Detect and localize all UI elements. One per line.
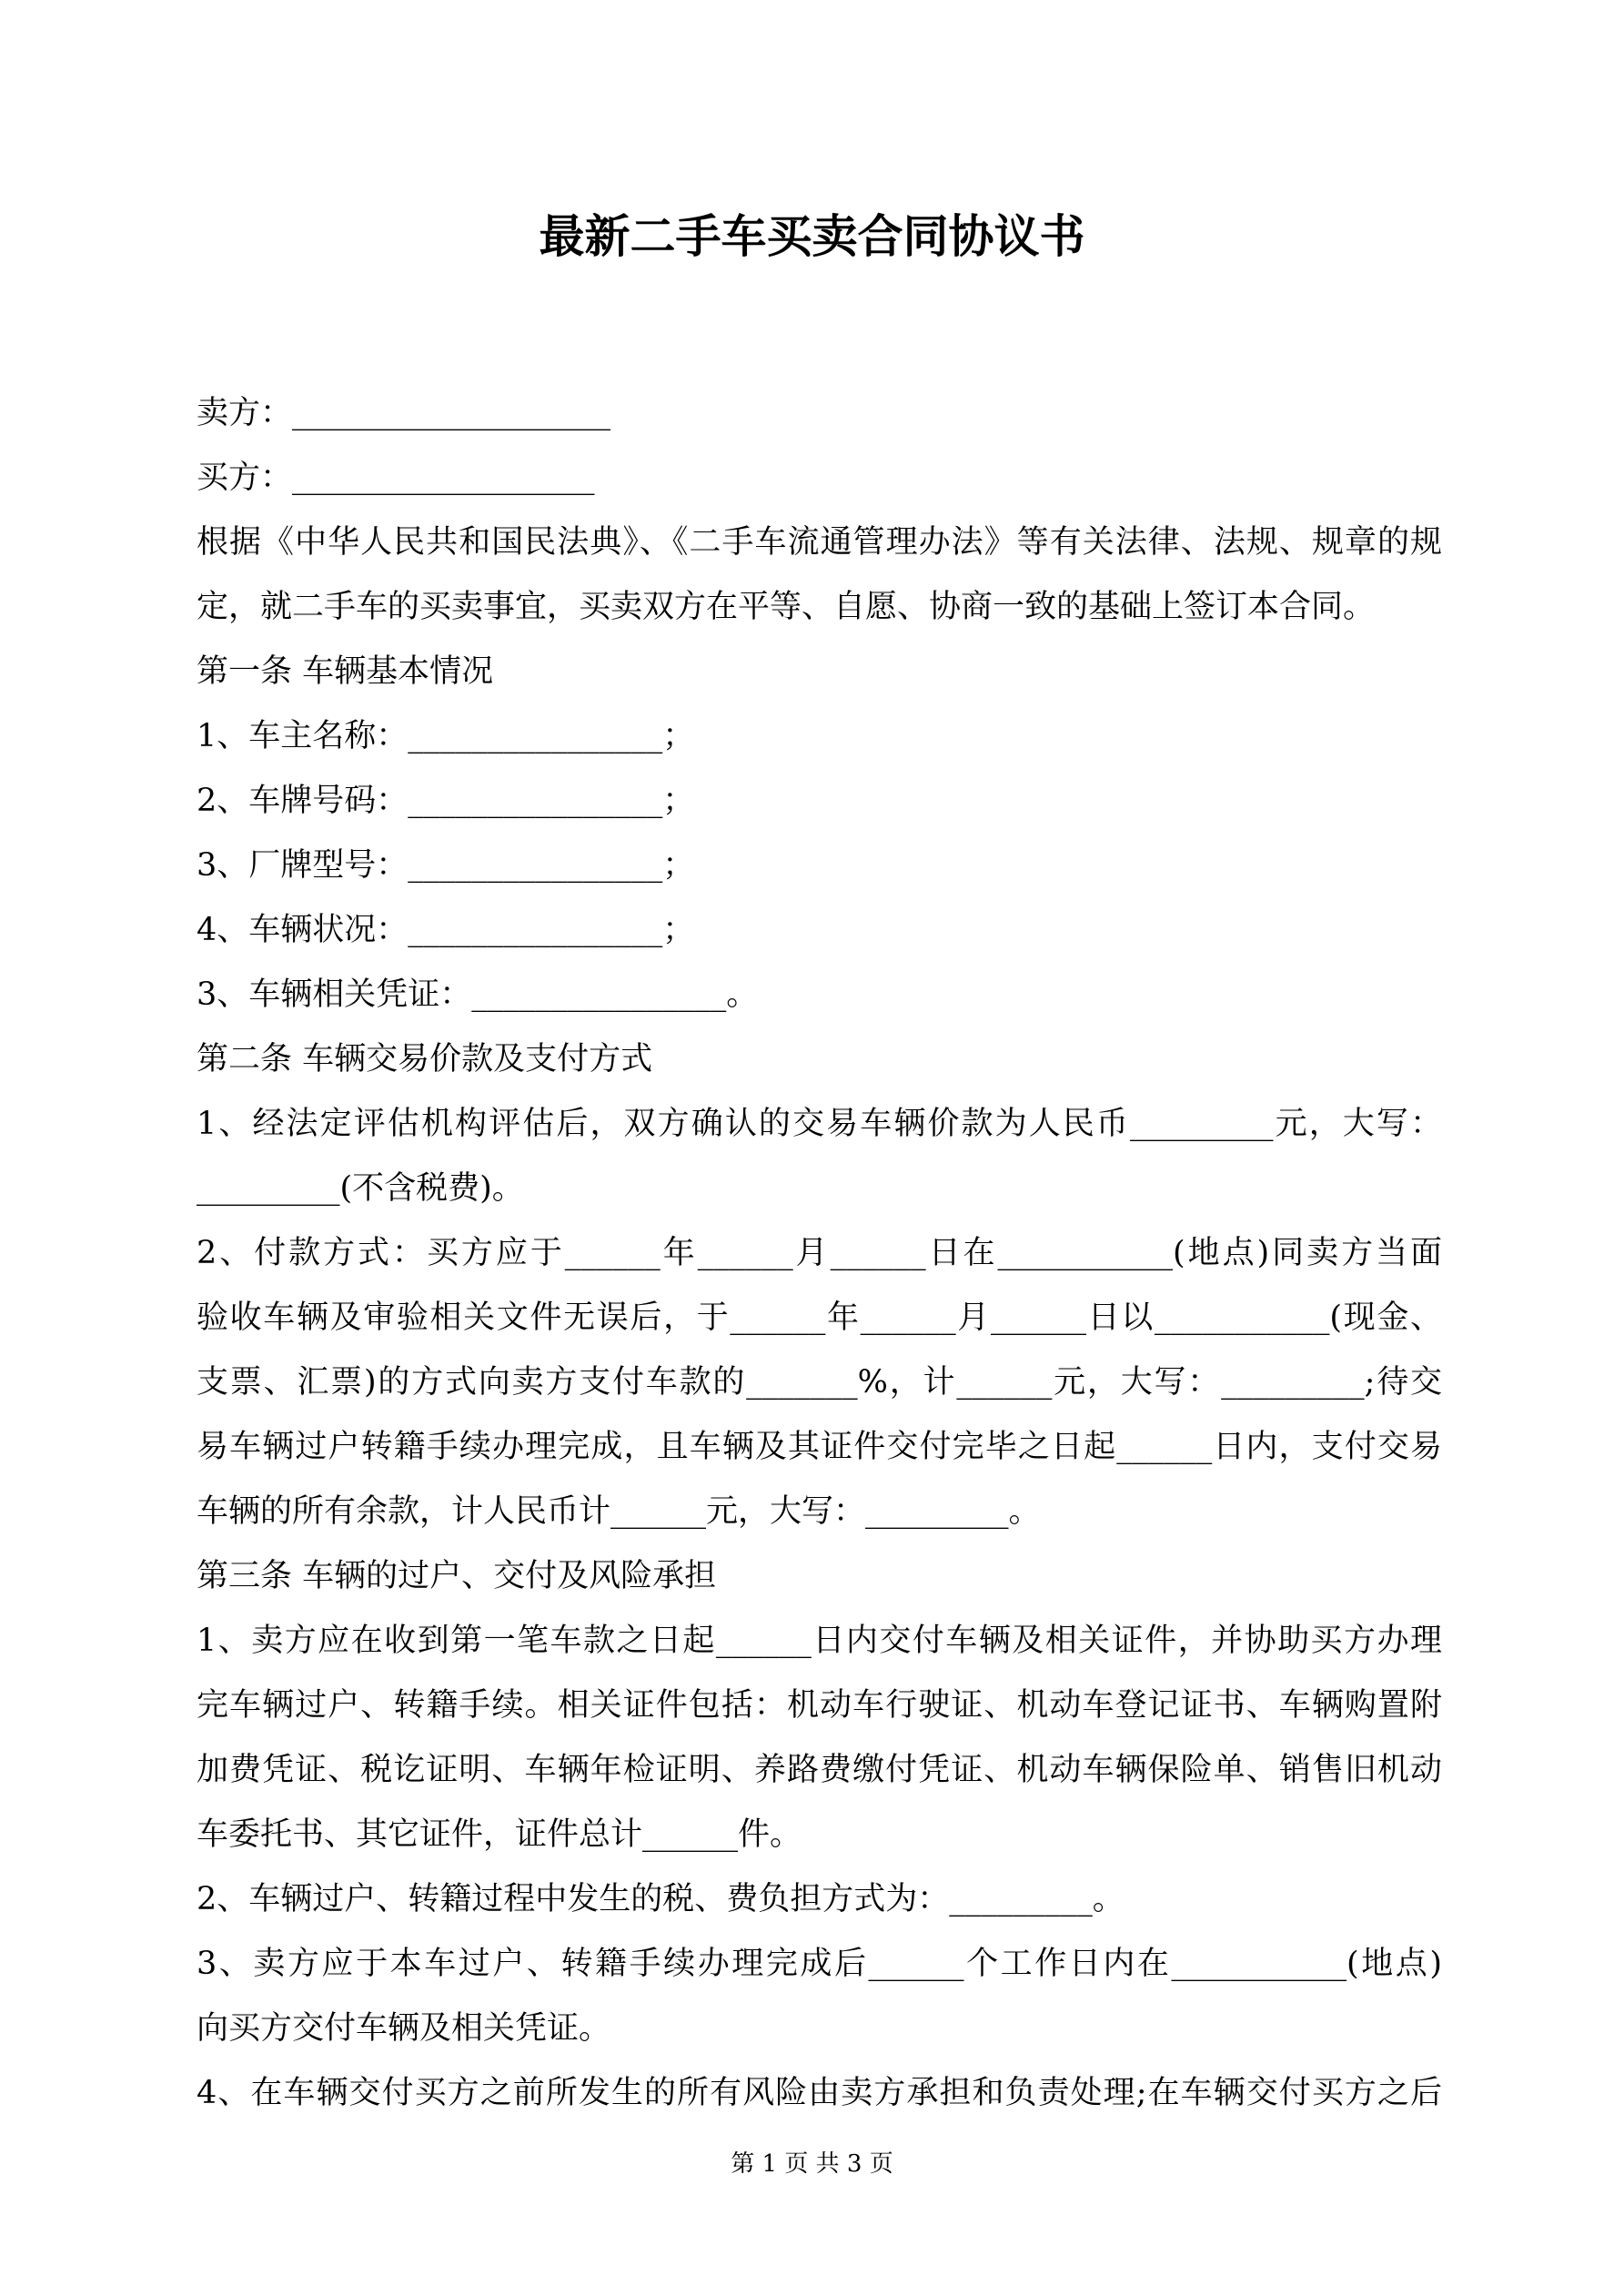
text-line: 定，就二手车的买卖事宜，买卖双方在平等、自愿、协商一致的基础上签订本合同。 <box>197 589 1376 625</box>
text-line: 1、车主名称：________________； <box>197 718 695 754</box>
text-line: 完车辆过户、转籍手续。相关证件包括：机动车行驶证、机动车登记证书、车辆购置附 <box>197 1687 1442 1724</box>
text-line: 3、卖方应于本车过户、转籍手续办理完成后______个工作日内在___________(地点) <box>197 1946 1442 1982</box>
text-line: 第三条 车辆的过户、交付及风险承担 <box>197 1558 717 1594</box>
text-line: 4、在车辆交付买方之前所发生的所有风险由卖方承担和负责处理;在车辆交付买方之后 <box>197 2075 1442 2111</box>
text-line: 车辆的所有余款，计人民币计______元，大写：_________。 <box>197 1493 1041 1530</box>
text-line: 易车辆过户转籍手续办理完成，且车辆及其证件交付完毕之日起______日内，支付交易 <box>197 1429 1442 1465</box>
text-line: 1、卖方应在收到第一笔车款之日起______日内交付车辆及相关证件，并协助买方办理 <box>197 1623 1442 1659</box>
text-line: 第一条 车辆基本情况 <box>197 653 494 690</box>
text-line: 卖方：____________________ <box>197 395 611 431</box>
text-line: 3、厂牌型号：________________； <box>197 847 695 884</box>
text-line: 根据《中华人民共和国民法典》、《二手车流通管理办法》等有关法律、法规、规章的规 <box>197 524 1442 561</box>
text-line: 3、车辆相关凭证：________________。 <box>197 976 759 1013</box>
text-line: _________(不含税费)。 <box>197 1170 524 1207</box>
text-line: 1、经法定评估机构评估后，双方确认的交易车辆价款为人民币_________元，大写： <box>197 1106 1442 1142</box>
text-line: 2、付款方式：买方应于______年______月______日在___________(地点)同卖方当面 <box>197 1235 1442 1271</box>
text-line: 加费凭证、税讫证明、车辆年检证明、养路费缴付凭证、机动车辆保险单、销售旧机动 <box>197 1752 1442 1788</box>
text-line: 车委托书、其它证件，证件总计______件。 <box>197 1816 802 1853</box>
document-title: 最新二手车买卖合同协议书 <box>539 209 1085 263</box>
contract-body <box>197 381 1442 2126</box>
text-line: 验收车辆及审验相关文件无误后，于______年______月______日以___________(现金、 <box>197 1300 1442 1336</box>
text-line: 2、车辆过户、转籍过程中发生的税、费负担方式为：_________。 <box>197 1881 1125 1917</box>
text-line: 4、车辆状况：________________； <box>197 912 695 948</box>
text-line: 买方：___________________ <box>197 460 595 496</box>
page-number: 第 1 页 共 3 页 <box>731 2150 893 2178</box>
text-line: 2、车牌号码：________________； <box>197 783 695 819</box>
text-line: 向买方交付车辆及相关凭证。 <box>197 2010 611 2047</box>
text-line: 第二条 车辆交易价款及支付方式 <box>197 1041 653 1077</box>
text-line: 支票、汇票)的方式向卖方支付车款的_______%，计______元，大写：_________;待交 <box>197 1364 1442 1401</box>
